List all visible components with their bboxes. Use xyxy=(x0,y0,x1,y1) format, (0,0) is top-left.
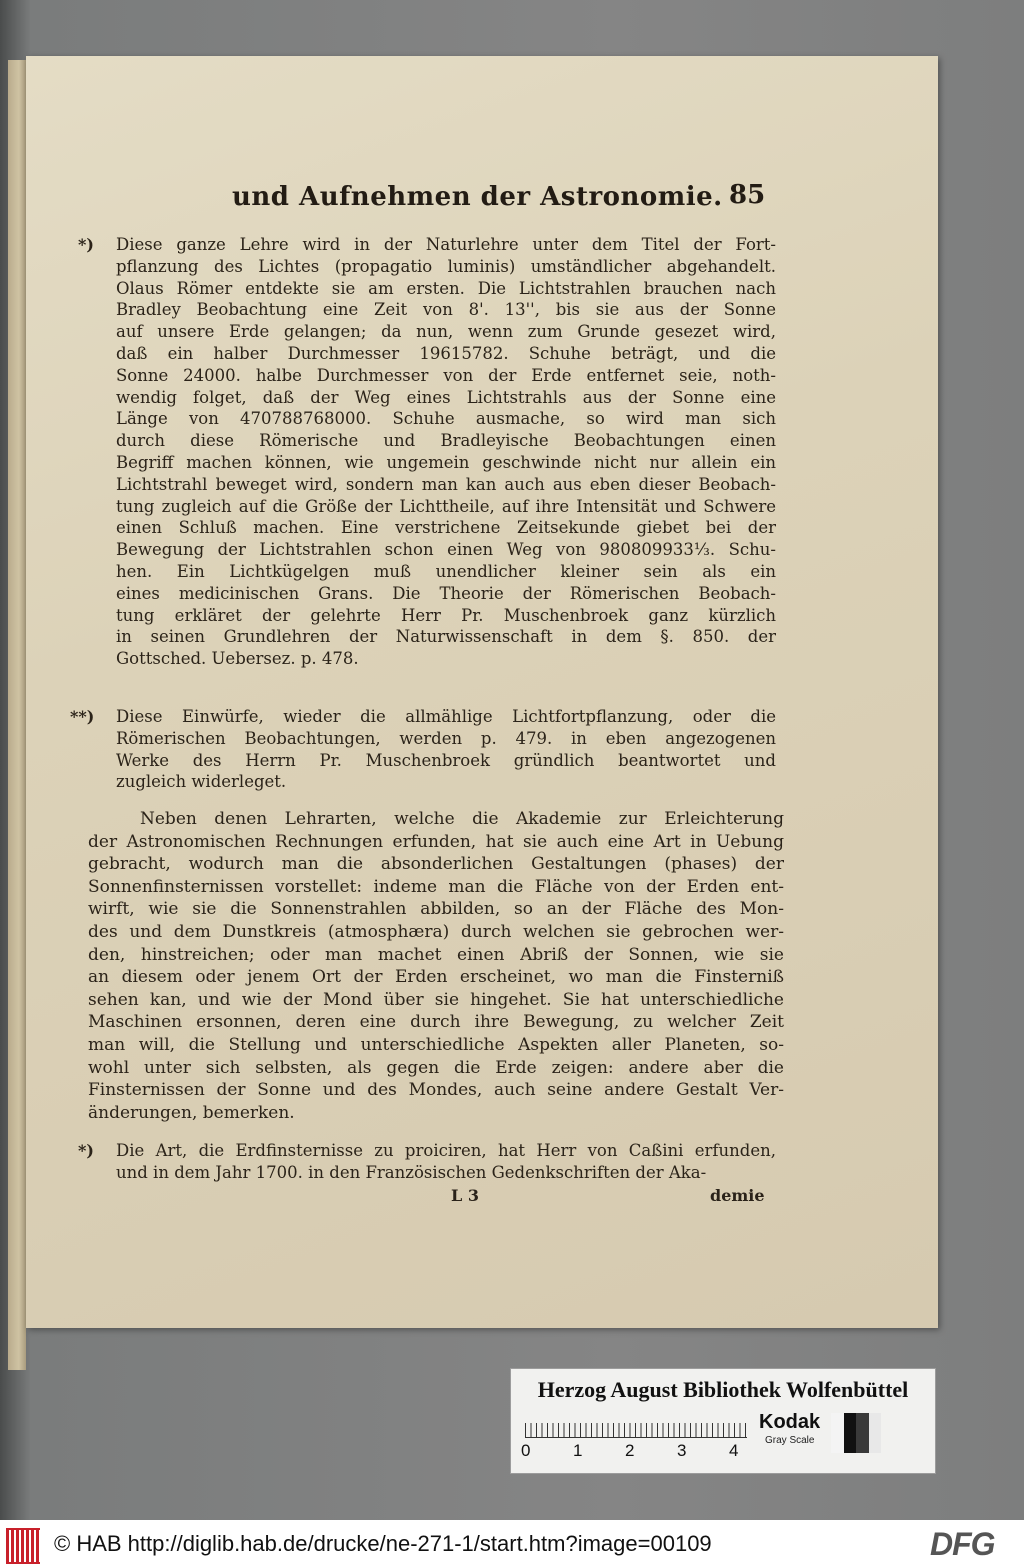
ruler-label: 3 xyxy=(677,1441,687,1460)
footnote-2 xyxy=(70,706,776,793)
text-line: sehen kan, und wie der Mond über sie hingehet. Sie hat unterschiedliche xyxy=(88,989,784,1010)
footnote-marker: **) xyxy=(70,707,95,726)
text-line: Sonne 24000. halbe Durchmesser von der Erde entfernet seie, noth- xyxy=(116,365,776,385)
text-line: einen Schluß machen. Eine verstrichene Zeitsekunde giebet bei der xyxy=(116,518,776,538)
text-line: durch diese Römerische und Bradleyische Beobachtungen einen xyxy=(116,431,776,451)
text-line: Diese Einwürfe, wieder die allmählige Lichtfortpflanzung, oder die xyxy=(116,707,776,726)
text-line: an diesem oder jenem Ort der Erden erscheinet, wo man die Finsterniß xyxy=(88,967,784,988)
gray-patch xyxy=(844,1413,857,1453)
text-line: Länge von 470788768000. Schuhe ausmache, so wird man sich xyxy=(116,409,776,429)
library-name: Herzog August Bibliothek Wolfenbüttel xyxy=(537,1377,909,1402)
text-line: auf unsere Erde gelangen; da nun, wenn zum Grunde gesezet wird, xyxy=(116,322,776,342)
text-line: zugleich widerleget. xyxy=(116,772,287,792)
text-line: und in dem Jahr 1700. in den Französischen Gedenkschriften der Aka- xyxy=(116,1162,707,1182)
text-line: Begriff machen können, wie ungemein geschwinde nicht nur allein ein xyxy=(116,452,776,472)
text-line: Werke des Herrn Pr. Muschenbroek gründlich beantwortet und xyxy=(116,750,776,770)
text-line: tung zugleich auf die Größe der Lichttheile, auf ihre Intensität und Schwere xyxy=(116,496,776,516)
text-line: tung erkläret der gelehrte Herr Pr. Muschenbroek ganz kürzlich xyxy=(116,605,776,625)
text-line: Die Art, die Erdfinsternisse zu proiciren, hat Herr von Caßini erfunden, xyxy=(116,1141,776,1160)
scale-ruler xyxy=(525,1413,747,1438)
ruler-label: 0 xyxy=(521,1441,531,1460)
gray-scale-patches xyxy=(831,1413,881,1453)
text-line: Sonnenfinsternissen vorstellet: indeme man die Fläche von der Erden ent- xyxy=(88,876,784,897)
text-line: wirft, wie sie die Sonnenstrahlen abbilden, so an der Fläche des Mon- xyxy=(88,899,784,920)
book-page xyxy=(26,56,938,1328)
text-line: Finsternissen der Sonne und des Mondes, auch seine andere Gestalt Ver- xyxy=(88,1080,784,1101)
text-line: gebracht, wodurch man die absonderlichen Gestaltungen (phases) der xyxy=(88,854,784,875)
footnote-marker: *) xyxy=(78,1141,94,1160)
running-head: und Aufnehmen der Astronomie. xyxy=(232,182,723,212)
text-line: Gottsched. Uebersez. p. 478. xyxy=(116,649,359,669)
text-line: pflanzung des Lichtes (propagatio luminis) umständlicher abgehandelt. xyxy=(116,256,776,276)
gray-patch xyxy=(831,1413,844,1453)
text-line: wendig folget, daß der Weg eines Lichtstrahls aus der Sonne eine xyxy=(116,387,776,407)
main-paragraph xyxy=(88,808,784,1124)
text-line: Maschinen ersonnen, deren eine durch ihre Bewegung, zu welcher Zeit xyxy=(88,1012,784,1033)
kodak-brand: Kodak xyxy=(759,1411,821,1433)
text-line: änderungen, bemerken. xyxy=(88,1102,295,1123)
text-line: wohl unter sich selbsten, als gegen die Erde zeigen: andere aber die xyxy=(88,1057,784,1078)
text-line: der Astronomischen Rechnungen erfunden, hat sie auch eine Art in Uebung xyxy=(88,831,784,852)
text-line: Olaus Römer entdekte sie am ersten. Die Lichtstrahlen brauchen nach xyxy=(116,278,776,298)
page-number: 85 xyxy=(729,180,766,210)
text-line: daß ein halber Durchmesser 19615782. Schuhe beträgt, und die xyxy=(116,343,776,363)
previous-page-edge xyxy=(8,60,26,1370)
footnote-1 xyxy=(78,234,776,670)
text-line: Römerischen Beobachtungen, werden p. 479. in eben angezogenen xyxy=(116,728,776,748)
text-line: hen. Ein Lichtkügelgen muß unendlicher kleiner sein als ein xyxy=(116,561,776,581)
text-line: Diese ganze Lehre wird in der Naturlehre unter dem Titel der Fort- xyxy=(116,235,776,254)
catchword: demie xyxy=(710,1186,765,1205)
text-line: den, hinstreichen; oder man machet einen Abriß der Sonnen, wie sie xyxy=(88,944,784,965)
text-line: eines medicinischen Grans. Die Theorie der Römerischen Beobach- xyxy=(116,583,776,603)
library-color-card xyxy=(510,1368,936,1474)
hab-logo-icon xyxy=(6,1528,40,1564)
footnote-3 xyxy=(78,1140,776,1184)
dfg-logo: DFG xyxy=(930,1526,995,1562)
ruler-label: 1 xyxy=(573,1441,583,1460)
gray-patch xyxy=(856,1413,869,1453)
footnote-marker: *) xyxy=(78,235,94,254)
ruler-label: 4 xyxy=(729,1441,739,1460)
kodak-subtitle: Gray Scale xyxy=(765,1435,815,1446)
text-line: des und dem Dunstkreis (atmosphæra) durch welchen sie gebrochen wer- xyxy=(88,921,784,942)
signature-mark: L 3 xyxy=(451,1186,479,1205)
ruler-label: 2 xyxy=(625,1441,635,1460)
gray-patch xyxy=(869,1413,882,1453)
text-line: in seinen Grundlehren der Naturwissenschaft in dem §. 850. der xyxy=(116,627,776,647)
text-line: Lichtstrahl beweget wird, sondern man kan auch aus eben dieser Beobach- xyxy=(116,474,776,494)
copyright-link[interactable]: © HAB http://diglib.hab.de/drucke/ne-271-1/start.htm?image=00109 xyxy=(54,1531,712,1556)
text-line: Bradley Beobachtung eine Zeit von 8'. 13'', bis sie aus der Sonne xyxy=(116,300,776,320)
text-line: Bewegung der Lichtstrahlen schon einen Weg von 980809933⅓. Schu- xyxy=(116,540,776,560)
text-line: Neben denen Lehrarten, welche die Akademie zur Erleichterung xyxy=(140,809,784,829)
text-line: man will, die Stellung und unterschiedliche Aspekten aller Planeten, so- xyxy=(88,1034,784,1055)
